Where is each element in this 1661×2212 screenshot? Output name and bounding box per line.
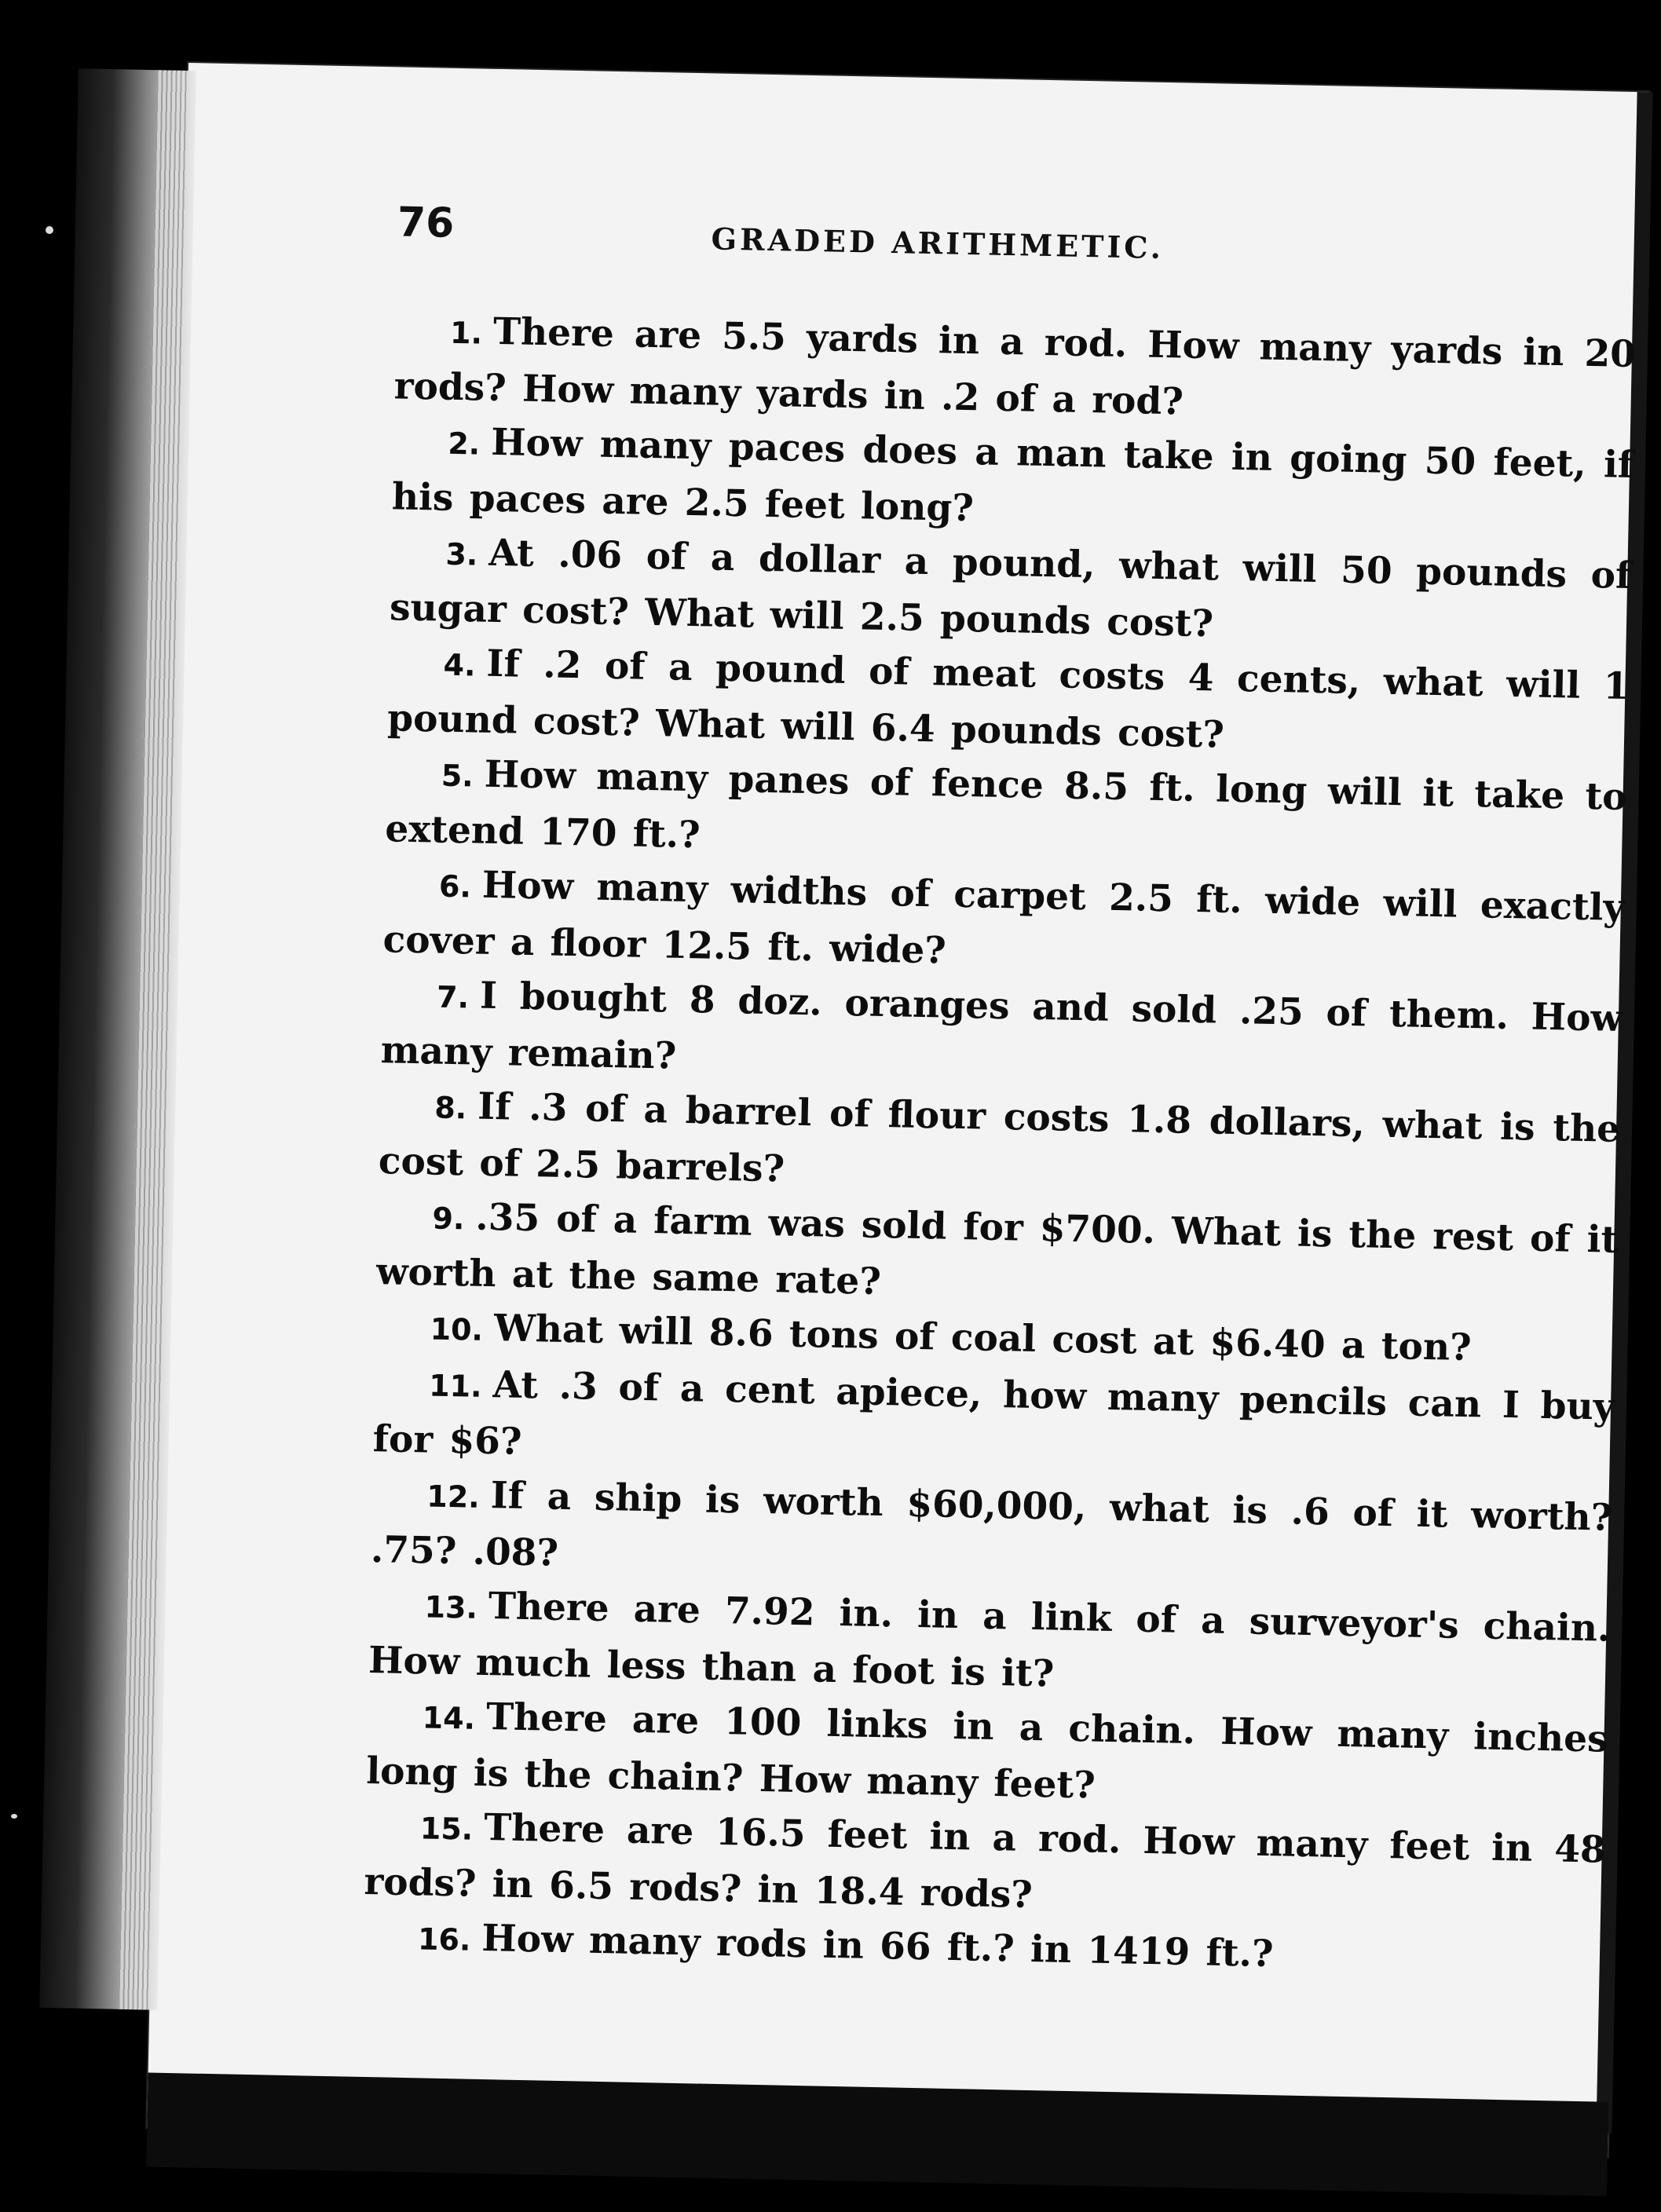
problem-text: If .2 of a pound of meat costs 4 cents, what will 1 pound cost? What will 6.4 pounds cost? [386,642,1630,757]
problem-text: .35 of a farm was sold for $700. What is the rest of it worth at the same rate? [375,1195,1619,1304]
problem-number: 15. [419,1811,474,1847]
problem-number: 8. [434,1090,467,1126]
problem-text: At .06 of a dollar a pound, what will 50 pounds of sugar cost? What will 2.5 pounds cost? [389,531,1632,646]
problem-number: 1. [449,315,483,351]
problem-number: 16. [417,1921,471,1958]
problem-text: How many paces does a man take in going 50 feet, if his paces are 2.5 feet long? [391,420,1634,531]
problem-text: I bought 8 doz. oranges and sold .25 of them. How many remain? [380,974,1623,1078]
problem-number: 2. [447,426,481,462]
problem-list [362,302,1636,1990]
running-head: GRADED ARITHMETIC. [711,221,1165,265]
problem-text: If .3 of a barrel of flour costs 1.8 dollars, what is the cost of 2.5 barrels? [378,1084,1621,1191]
problem-number: 3. [445,536,478,572]
problem-number: 10. [430,1311,484,1347]
problem-text: There are 7.92 in. in a link of a surveyor's chain. How much less than a foot is it? [368,1585,1611,1696]
problem-number: 6. [438,868,472,905]
problem-text: If a ship is worth $60,000, what is .6 of it worth? .75? .08? [370,1474,1613,1575]
problem-number: 5. [441,758,474,794]
problem-number: 7. [436,979,470,1015]
page-number: 76 [397,199,455,247]
problem-number: 9. [432,1201,465,1237]
problem-number: 11. [428,1368,483,1404]
problem-text: At .3 of a cent apiece, how many pencils can I buy for $6? [372,1363,1615,1464]
problem-text: There are 16.5 feet in a rod. How many feet in 48 rods? in 6.5 rods? in 18.4 rods? [364,1806,1607,1918]
problem-text: How many widths of carpet 2.5 ft. wide will exactly cover a floor 12.5 ft. wide? [382,863,1626,973]
problem-text: There are 100 links in a chain. How many inches long is the chain? How many feet? [365,1695,1609,1808]
problem-number: 12. [426,1479,481,1515]
problem-number: 14. [422,1700,476,1736]
scan-speck [11,1814,17,1819]
problem-number: 4. [443,647,477,683]
problem-text: How many rods in 66 ft.? in 1419 ft.? [481,1916,1274,1976]
page-bottom-shadow [146,2072,1608,2196]
problem-number: 13. [424,1589,478,1625]
problem-text: There are 5.5 yards in a rod. How many yards in 20 rods? How many yards in .2 of a rod? [393,309,1637,424]
problem-text: How many panes of fence 8.5 ft. long will it take to extend 170 ft.? [384,752,1628,857]
page-header [397,199,1623,286]
scan-speck [46,226,53,234]
book-page [147,63,1648,2157]
problem-text: What will 8.6 tons of coal cost at $6.40 a ton? [493,1307,1473,1370]
